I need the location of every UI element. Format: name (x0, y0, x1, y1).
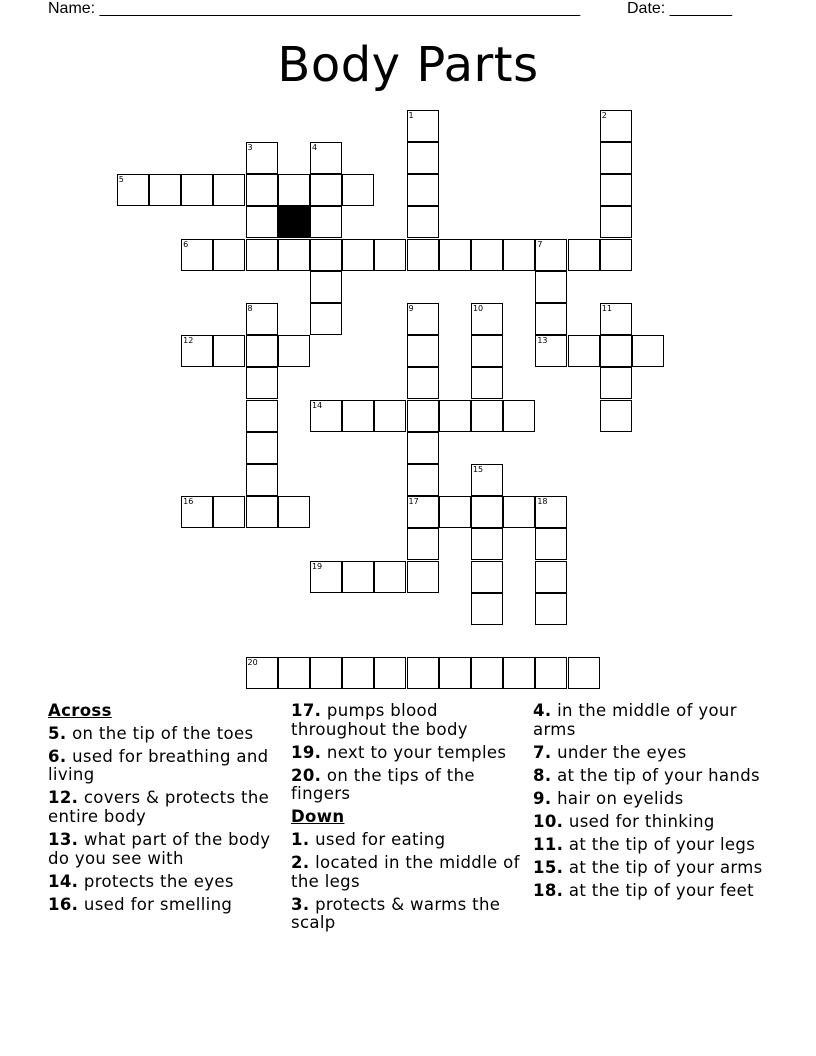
crossword-cell[interactable] (181, 335, 213, 367)
crossword-cell[interactable] (439, 400, 471, 432)
crossword-cell[interactable] (568, 657, 600, 689)
clue-number: 4. (533, 701, 552, 720)
crossword-cell[interactable] (407, 335, 439, 367)
crossword-cell[interactable] (535, 528, 567, 560)
clue-heading-across: Across (48, 701, 112, 720)
clue-text: used for smelling (83, 894, 233, 914)
crossword-cell[interactable] (246, 335, 278, 367)
clue-text: under the eyes (557, 742, 687, 762)
clue-item (48, 896, 280, 915)
clue-text: on the tip of the toes (72, 723, 254, 743)
clue-text: covers & protects the entire body (48, 788, 270, 826)
crossword-cell[interactable] (374, 657, 406, 689)
crossword-cell[interactable] (246, 657, 278, 689)
crossword-cell[interactable] (246, 367, 278, 399)
crossword-cell[interactable] (310, 303, 342, 335)
crossword-cell[interactable] (600, 335, 632, 367)
clue-column-3 (533, 702, 773, 905)
cell-number: 1 (408, 110, 414, 120)
crossword-cell[interactable] (310, 400, 342, 432)
crossword-cell[interactable] (246, 496, 278, 528)
crossword-cell[interactable] (310, 271, 342, 303)
crossword-cell[interactable] (535, 496, 567, 528)
crossword-cell[interactable] (310, 142, 342, 174)
crossword-cell[interactable] (535, 239, 567, 271)
crossword-cell[interactable] (310, 174, 342, 206)
cell-number: 18 (537, 497, 548, 507)
crossword-cell[interactable] (568, 239, 600, 271)
crossword-cell[interactable] (407, 528, 439, 560)
crossword-cell[interactable] (310, 239, 342, 271)
crossword-cell[interactable] (600, 239, 632, 271)
crossword-cell[interactable] (503, 239, 535, 271)
crossword-cell[interactable] (600, 142, 632, 174)
clue-item (533, 790, 773, 809)
clue-item (291, 767, 523, 804)
crossword-cell[interactable] (407, 432, 439, 464)
clue-item (533, 882, 773, 901)
cell-number: 9 (408, 303, 414, 313)
crossword-cell[interactable] (374, 400, 406, 432)
clue-item (291, 702, 523, 739)
clue-column-1 (48, 702, 280, 919)
crossword-cell[interactable] (407, 303, 439, 335)
clue-text: located in the middle of the legs (291, 853, 520, 891)
cell-number: 15 (472, 464, 484, 474)
cell-number: 8 (247, 303, 253, 313)
crossword-black-cell (278, 206, 310, 238)
clue-text: used for eating (315, 830, 446, 850)
crossword-cell[interactable] (632, 335, 664, 367)
clue-text: at the tip of your arms (568, 858, 763, 878)
crossword-cell[interactable] (407, 142, 439, 174)
clue-item (48, 748, 280, 785)
crossword-cell[interactable] (310, 206, 342, 238)
crossword-cell[interactable] (213, 174, 245, 206)
crossword-cell[interactable] (407, 400, 439, 432)
crossword-cell[interactable] (471, 335, 503, 367)
clue-item (533, 744, 773, 763)
clue-text: at the tip of your feet (568, 881, 754, 901)
clue-text: at the tip of your legs (568, 835, 756, 855)
crossword-cell[interactable] (407, 239, 439, 271)
crossword-cell[interactable] (246, 303, 278, 335)
crossword-cell[interactable] (407, 464, 439, 496)
cell-number: 6 (183, 239, 189, 249)
clue-number: 3. (291, 894, 310, 914)
clue-number: 14. (48, 871, 79, 891)
clue-item (48, 831, 280, 868)
crossword-cell[interactable] (439, 657, 471, 689)
clue-number: 17. (291, 701, 322, 720)
cell-number: 4 (311, 142, 318, 152)
crossword-cell[interactable] (246, 142, 278, 174)
date-line: Date: _______ (627, 0, 732, 17)
crossword-cell[interactable] (439, 496, 471, 528)
clue-number: 5. (48, 723, 67, 743)
cell-number: 20 (247, 658, 258, 668)
crossword-cell[interactable] (407, 657, 439, 689)
crossword-cell[interactable] (471, 400, 503, 432)
crossword-cell[interactable] (246, 464, 278, 496)
clue-text: next to your temples (326, 742, 507, 762)
crossword-cell[interactable] (310, 561, 342, 593)
clue-text: protects & warms the scalp (291, 894, 501, 933)
crossword-cell[interactable] (117, 174, 149, 206)
crossword-cell[interactable] (471, 367, 503, 399)
clue-number: 20. (291, 765, 322, 785)
page-title: Body Parts (277, 37, 539, 93)
clue-number: 6. (48, 746, 67, 766)
crossword-cell[interactable] (471, 464, 503, 496)
crossword-cell[interactable] (471, 561, 503, 593)
crossword-cell[interactable] (181, 239, 213, 271)
crossword-cell[interactable] (471, 528, 503, 560)
clue-item (291, 896, 523, 933)
clue-item (533, 836, 773, 855)
clue-item (291, 854, 523, 891)
clue-item (533, 813, 773, 832)
clue-text: at the tip of your hands (557, 765, 760, 785)
clue-item (48, 725, 280, 744)
cell-number: 7 (537, 239, 543, 249)
crossword-cell[interactable] (278, 174, 310, 206)
clue-number: 15. (533, 858, 564, 878)
crossword-cell[interactable] (181, 174, 213, 206)
crossword-cell[interactable] (600, 400, 632, 432)
crossword-cell[interactable] (246, 400, 278, 432)
crossword-cell[interactable] (503, 657, 535, 689)
clue-number: 11. (533, 835, 564, 855)
crossword-cell[interactable] (278, 657, 310, 689)
crossword-cell[interactable] (213, 239, 245, 271)
crossword-cell[interactable] (374, 239, 406, 271)
crossword-cell[interactable] (213, 335, 245, 367)
cell-number: 16 (183, 497, 194, 507)
crossword-cell[interactable] (535, 561, 567, 593)
crossword-cell[interactable] (342, 239, 374, 271)
crossword-cell[interactable] (407, 174, 439, 206)
clue-item (533, 767, 773, 786)
crossword-cell[interactable] (439, 239, 471, 271)
clue-heading-down: Down (291, 807, 345, 827)
crossword-cell[interactable] (600, 206, 632, 238)
crossword-cell[interactable] (278, 496, 310, 528)
clue-text: used for breathing and living (48, 746, 269, 785)
crossword-cell[interactable] (181, 496, 213, 528)
cell-number: 10 (472, 303, 484, 313)
clue-text: on the tips of the fingers (291, 765, 475, 804)
crossword-cell[interactable] (535, 593, 567, 625)
crossword-cell[interactable] (407, 496, 439, 528)
clue-number: 9. (533, 788, 552, 808)
crossword-cell[interactable] (246, 239, 278, 271)
cell-number: 3 (247, 142, 253, 152)
crossword-cell[interactable] (471, 303, 503, 335)
clue-number: 7. (533, 742, 552, 762)
crossword-cell[interactable] (310, 657, 342, 689)
crossword-cell[interactable] (407, 561, 439, 593)
crossword-cell[interactable] (535, 335, 567, 367)
crossword-cell[interactable] (149, 174, 181, 206)
crossword-cell[interactable] (471, 657, 503, 689)
crossword-cell[interactable] (246, 174, 278, 206)
clue-number: 18. (533, 881, 564, 901)
crossword-cell[interactable] (535, 657, 567, 689)
crossword-cell[interactable] (407, 367, 439, 399)
clue-item (48, 873, 280, 892)
clue-number: 1. (291, 830, 310, 850)
crossword-cell[interactable] (407, 110, 439, 142)
cell-number: 5 (118, 175, 124, 185)
crossword-cell[interactable] (568, 335, 600, 367)
crossword-cell[interactable] (213, 496, 245, 528)
crossword-cell[interactable] (600, 110, 632, 142)
clue-number: 19. (291, 742, 322, 762)
crossword-cell[interactable] (278, 335, 310, 367)
crossword-cell[interactable] (246, 432, 278, 464)
crossword-cell[interactable] (600, 303, 632, 335)
crossword-cell[interactable] (471, 593, 503, 625)
crossword-cell[interactable] (342, 657, 374, 689)
clue-number: 8. (533, 765, 552, 785)
clue-number: 13. (48, 830, 79, 850)
crossword-cell[interactable] (503, 400, 535, 432)
cell-number: 11 (601, 303, 612, 313)
crossword-cell[interactable] (600, 174, 632, 206)
clue-column-2 (291, 702, 523, 938)
cell-number: 17 (408, 497, 419, 507)
clue-text: what part of the body do you see with (48, 830, 271, 868)
clue-text: pumps blood throughout the body (291, 701, 468, 739)
clue-item (291, 831, 523, 850)
name-line: Name: ______________________________________________________ (48, 0, 581, 17)
cell-number: 13 (537, 336, 548, 346)
crossword-cell[interactable] (407, 206, 439, 238)
crossword-cell[interactable] (342, 561, 374, 593)
clue-number: 10. (533, 811, 564, 831)
crossword-cell[interactable] (535, 303, 567, 335)
cell-number: 12 (183, 336, 194, 346)
crossword-cell[interactable] (246, 206, 278, 238)
cell-number: 2 (601, 110, 607, 120)
clue-number: 16. (48, 894, 79, 914)
clue-text: in the middle of your arms (533, 701, 737, 739)
crossword-cell[interactable] (342, 174, 374, 206)
clue-number: 12. (48, 788, 79, 808)
clue-text: hair on eyelids (557, 788, 684, 808)
clue-item (533, 859, 773, 878)
crossword-cell[interactable] (278, 239, 310, 271)
clue-number: 2. (291, 853, 310, 873)
crossword-cell[interactable] (374, 561, 406, 593)
crossword-cell[interactable] (600, 367, 632, 399)
crossword-cell[interactable] (471, 496, 503, 528)
clue-item (291, 744, 523, 763)
clue-item (533, 702, 773, 739)
crossword-cell[interactable] (503, 496, 535, 528)
crossword-cell[interactable] (342, 400, 374, 432)
cell-number: 14 (311, 400, 323, 410)
clue-item (48, 789, 280, 826)
clue-text: used for thinking (568, 811, 715, 831)
clue-text: protects the eyes (83, 871, 234, 891)
cell-number: 19 (311, 561, 323, 571)
crossword-cell[interactable] (471, 239, 503, 271)
crossword-cell[interactable] (535, 271, 567, 303)
